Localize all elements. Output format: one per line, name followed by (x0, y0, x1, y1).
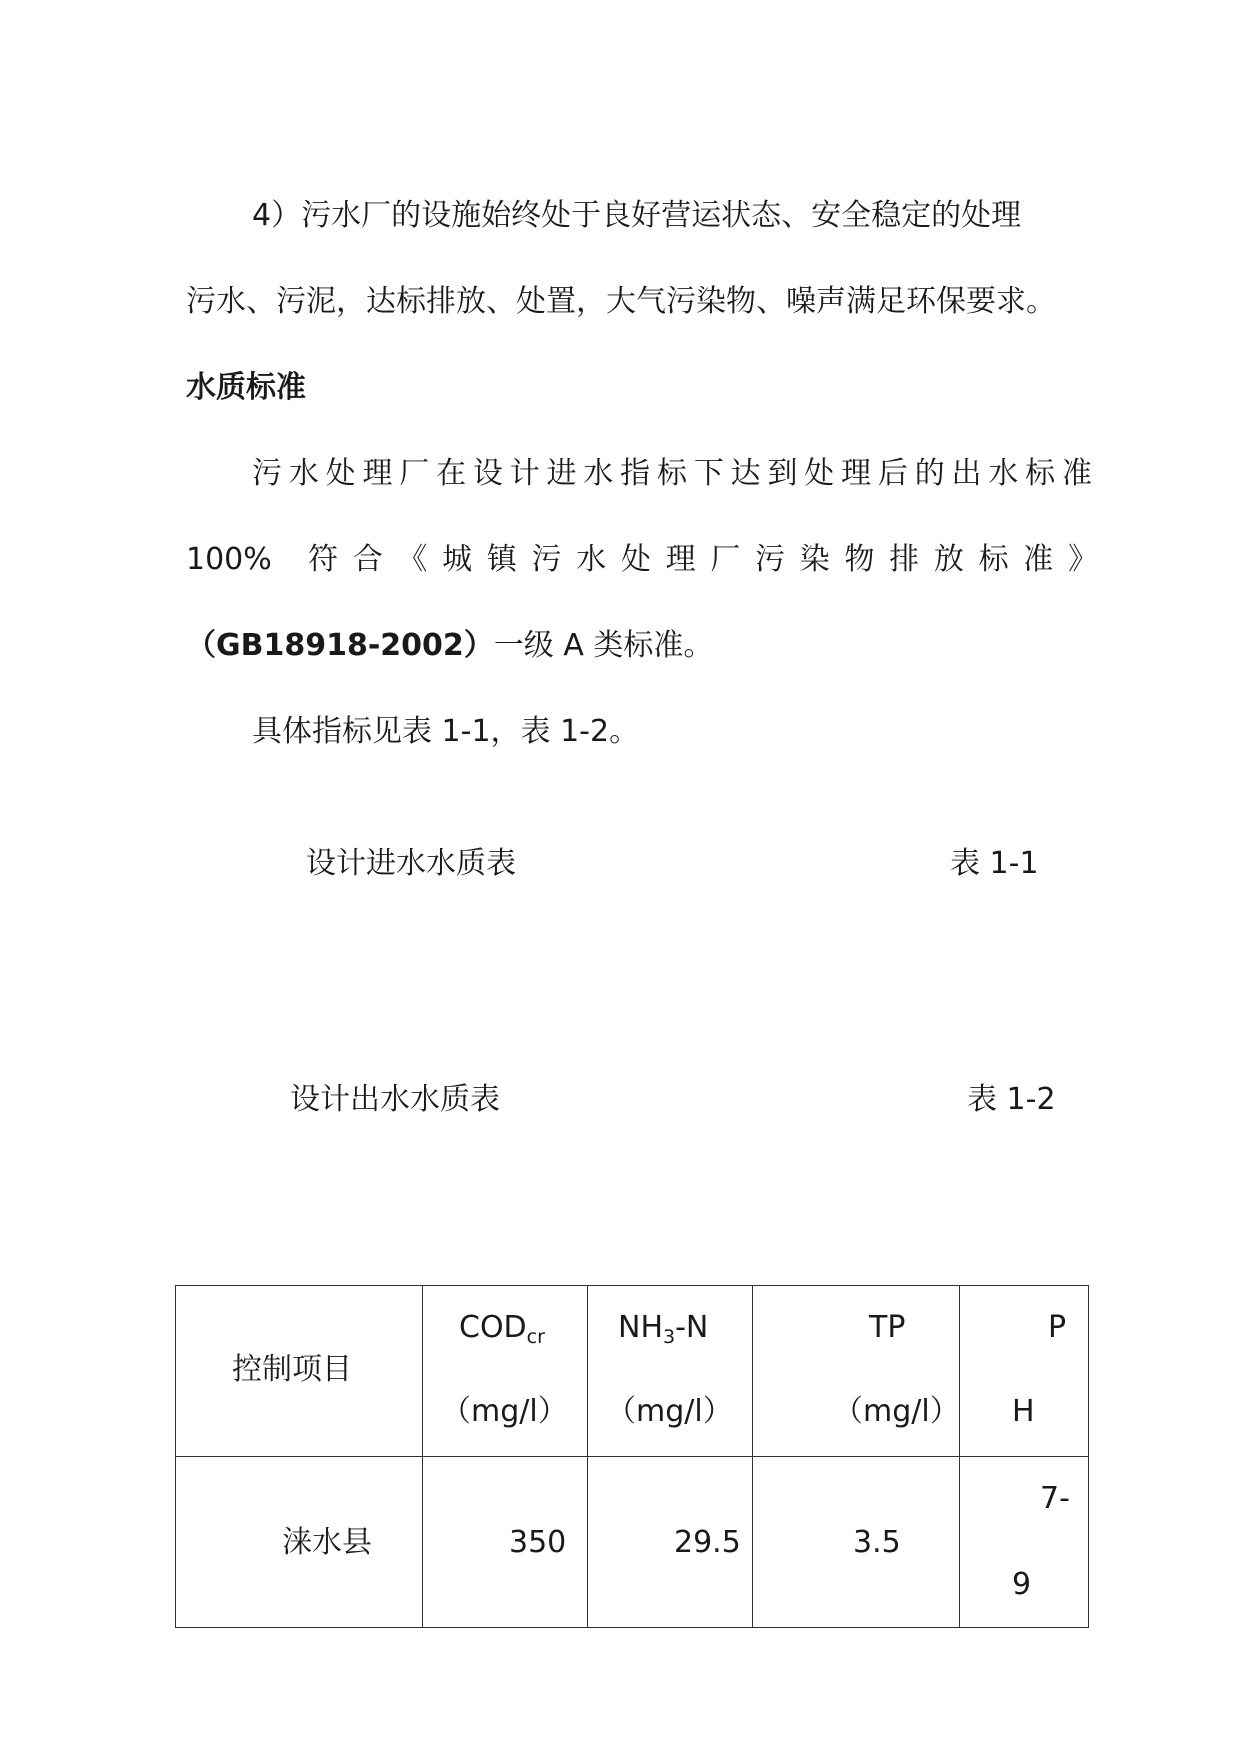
row-name-cell (176, 1457, 423, 1628)
row-nh3: 29.5 (674, 1525, 741, 1560)
row-nh3-cell (588, 1457, 753, 1628)
header-ph-cell (960, 1286, 1089, 1457)
standard-paragraph-line-1: 污水处理厂在设计进水指标下达到处理后的出水标准 (252, 456, 1092, 491)
header-ph-2: H (1012, 1394, 1035, 1429)
water-quality-table (175, 1285, 1089, 1628)
row-tp-cell (753, 1457, 960, 1628)
table-1-1-number: 表 1-1 (950, 846, 1039, 881)
row-tp: 3.5 (853, 1525, 901, 1560)
header-nh3: $NH_3-N$ (618, 1310, 709, 1348)
standard-paragraph-line-2-percent: 100% (186, 542, 272, 577)
row-ph-cell (960, 1457, 1089, 1628)
table-header-row (176, 1286, 1089, 1457)
standard-code: （GB18918-2002） (186, 628, 494, 663)
row-cod-cell (423, 1457, 588, 1628)
header-nh3-cell (588, 1286, 753, 1457)
header-item: 控制项目 (232, 1352, 352, 1387)
table-1-2-number: 表 1-2 (967, 1082, 1056, 1117)
paragraph-4-line-1: 4）污水厂的设施始终处于良好营运状态、安全稳定的处理 (252, 198, 1022, 233)
row-ph-2: 9 (1012, 1567, 1032, 1602)
header-item-cell (176, 1286, 423, 1457)
section-heading: 水质标准 (186, 370, 306, 405)
row-ph-1: 7- (1040, 1481, 1070, 1516)
row-name: 涞水县 (282, 1525, 372, 1560)
header-nh3-unit: （mg/l） (606, 1394, 733, 1429)
table-row (176, 1457, 1089, 1628)
header-cod-cell (423, 1286, 588, 1457)
standard-paragraph-line-3 (186, 626, 713, 666)
table-1-2-title: 设计出水水质表 (290, 1082, 500, 1117)
header-ph-1: P (1048, 1310, 1067, 1345)
standard-paragraph-line-2-text: 符合《城镇污水处理厂污染物排放标准》 (308, 542, 1098, 577)
header-tp: TP (869, 1310, 906, 1345)
row-cod: 350 (509, 1525, 567, 1560)
table-1-1-title: 设计进水水质表 (306, 846, 516, 881)
reference-line: 具体指标见表 1-1，表 1-2。 (252, 714, 640, 749)
header-cod-unit: （mg/l） (441, 1394, 568, 1429)
paragraph-4-line-2: 污水、污泥，达标排放、处置，大气污染物、噪声满足环保要求。 (186, 284, 1056, 319)
header-tp-unit: （mg/l） (833, 1394, 960, 1429)
header-tp-cell (753, 1286, 960, 1457)
standard-class: 一级 A 类标准。 (493, 628, 714, 663)
header-cod: $COD_{cr}$ (459, 1310, 545, 1348)
